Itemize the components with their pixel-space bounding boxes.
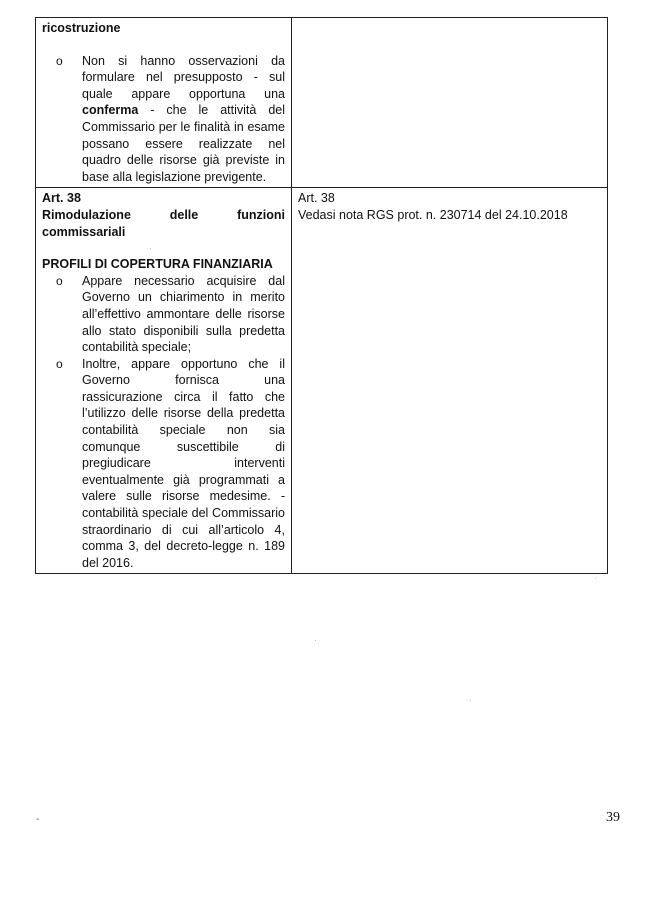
table-row [36,18,608,188]
bullet-text-bold: conferma [82,103,139,118]
left-cell [36,18,292,188]
bullet-list [42,273,285,572]
page-number: 39 [606,810,620,825]
bullet-marker: o [56,53,63,68]
list-item [42,53,285,186]
bullet-list [42,53,285,186]
left-cell [36,188,292,574]
list-item [42,356,285,572]
title-word: delle [169,207,199,222]
title-word: funzioni [237,207,285,222]
title-word: Rimodulazione [42,207,131,222]
footer-mark: - [36,814,40,825]
right-article-number: Art. 38 [298,191,335,206]
article-title-line2: commissariali [42,224,126,239]
article-number: Art. 38 [42,191,81,206]
bullet-text-pre: Non si hanno osservazioni da formulare nel presupposto - sul quale appare opportuna una [82,53,285,101]
table-row [36,188,608,574]
section-heading: PROFILI DI COPERTURA FINANZIARIA [42,257,273,272]
scan-speck [315,640,316,641]
list-item [42,273,285,356]
row-heading: ricostruzione [42,21,121,35]
bullet-marker: o [56,273,63,288]
bullet-text-post: - che le attività del Commissario per le finalità in esame possano essere realizzate nel quadro delle risorse già previste in base alla legislazione previgente. [82,103,285,184]
scan-speck [595,578,596,579]
right-cell [292,188,608,574]
document-table [35,17,608,574]
scan-speck [150,248,151,249]
right-cell [292,18,608,188]
article-title [42,207,285,224]
bullet-text: Appare necessario acquisire dal Governo un chiarimento in merito all’effettivo ammontare delle risorse allo stato disponibili sulla predetta contabilità speciale; [82,273,285,355]
bullet-text: Inoltre, appare opportuno che il Governo fornisca una rassicurazione circa il fatto che l’utilizzo delle risorse della predetta contabilità speciale non sia comunque suscettibile di pregiudicare interventi eventualmente già programmati a valere sulle risorse medesime. - contabilità speciale del Commissario straordinario di cui all’articolo 4, comma 3, del decreto-legge n. 189 del 2016. [82,356,285,570]
bullet-marker: o [56,356,63,371]
right-note: Vedasi nota RGS prot. n. 230714 del 24.10.2018 [298,207,568,222]
scan-speck [470,700,471,701]
